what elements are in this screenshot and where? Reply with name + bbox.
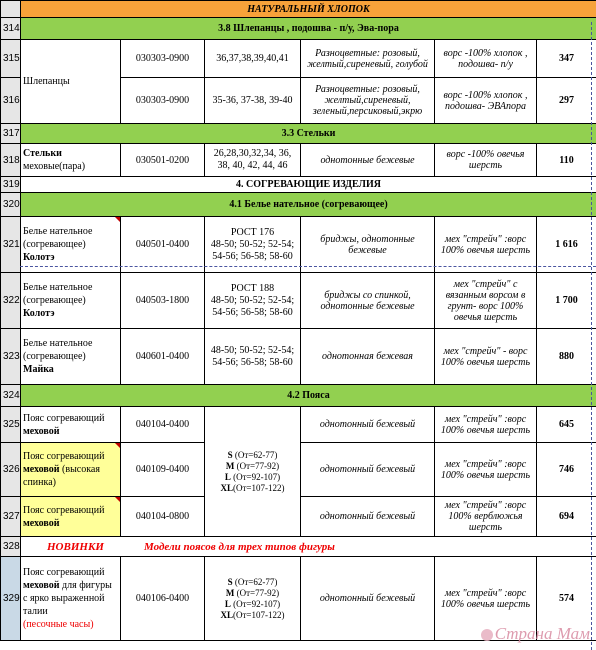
section-title[interactable]: 3.8 Шлепанцы , подошва - п/у, Эва-пора	[21, 18, 596, 40]
section-title[interactable]: НАТУРАЛЬНЫЙ ХЛОПОК	[21, 1, 596, 18]
page-break-line	[20, 266, 596, 267]
product-name-text: Белье нательное (согревающее)	[23, 282, 93, 306]
table-row	[1, 144, 596, 177]
section-title[interactable]: 4. СОГРЕВАЮЩИЕ ИЗДЕЛИЯ	[21, 177, 596, 193]
description[interactable]: Разноцветные: розовый, желтый,сиреневый, голубой	[301, 40, 435, 78]
product-code[interactable]: 040104-0800	[121, 497, 205, 537]
belt-size-l	[207, 599, 298, 610]
table-row	[1, 537, 596, 557]
description[interactable]: однотонная бежевая	[301, 329, 435, 385]
product-name-text: Белье нательное (согревающее)	[23, 338, 93, 362]
price[interactable]: 110	[537, 144, 596, 177]
size-range: (От=77-92)	[236, 587, 280, 598]
belt-size-xl	[207, 483, 298, 494]
height-label: РОСТ 176	[230, 226, 275, 238]
description[interactable]: бриджы со спинкой, однотонные бежевые	[301, 273, 435, 329]
material[interactable]: мех "стрейч" :ворс 100% овечья шерсть	[435, 557, 537, 641]
product-name[interactable]	[21, 497, 121, 537]
product-code[interactable]: 030501-0200	[121, 144, 205, 177]
table-row	[1, 177, 596, 193]
product-name-text: Пояс согревающий	[23, 451, 105, 462]
product-name-rest: (высокая спинка)	[23, 464, 100, 488]
product-name[interactable]	[21, 443, 121, 497]
material[interactable]: ворс -100% овечья шерсть	[435, 144, 537, 177]
table-row	[1, 329, 596, 385]
material[interactable]: мех "стрейч" :ворс 100% овечья шерсть	[435, 407, 537, 443]
belt-size-xl	[207, 610, 298, 621]
product-code[interactable]: 040501-0400	[121, 217, 205, 273]
watermark	[481, 624, 590, 644]
page-break-line	[591, 22, 592, 650]
product-name-rest: меховые(пара)	[23, 161, 86, 172]
material[interactable]: ворс -100% хлопок , подошва- п/у	[435, 40, 537, 78]
product-name-bold: меховой	[23, 464, 60, 475]
size-code: S	[227, 576, 233, 587]
product-name-bold: Стельки	[23, 148, 62, 159]
description[interactable]: бриджы, однотонные бежевые	[301, 217, 435, 273]
size-code: L	[224, 471, 231, 482]
row-number[interactable]	[1, 1, 21, 18]
sizes[interactable]: 48-50; 50-52; 52-54; 54-56; 56-58; 58-60	[205, 329, 301, 385]
new-items-label: НОВИНКИ	[47, 540, 104, 553]
size-range: (От=62-77)	[234, 576, 278, 587]
product-code[interactable]: 040104-0400	[121, 407, 205, 443]
price[interactable]: 1 700	[537, 273, 596, 329]
product-name-text: Пояс согревающий	[23, 567, 105, 578]
height-label: РОСТ 188	[230, 282, 275, 294]
material[interactable]: мех "стрейч" :ворс 100% овечья шерсть	[435, 217, 537, 273]
row-number[interactable]: 324	[1, 385, 21, 407]
size-range: (От=92-107)	[233, 471, 281, 482]
product-name-bold: меховой	[23, 517, 60, 529]
belt-size-s	[207, 577, 298, 588]
price[interactable]: 574	[537, 557, 596, 641]
new-items-banner[interactable]	[21, 537, 596, 557]
description[interactable]: однотонный бежевый	[301, 557, 435, 641]
product-name[interactable]	[21, 217, 121, 273]
row-number[interactable]: 326	[1, 443, 21, 497]
sizes[interactable]: 26,28,30,32,34, 36, 38, 40, 42, 44, 46	[205, 144, 301, 177]
product-name-text: Пояс согревающий	[23, 412, 105, 424]
row-number[interactable]: 317	[1, 124, 21, 144]
product-code[interactable]: 040503-1800	[121, 273, 205, 329]
belt-size-l	[207, 472, 298, 483]
belt-size-m	[207, 588, 298, 599]
row-number[interactable]: 319	[1, 177, 21, 193]
size-code: S	[227, 449, 233, 460]
new-items-text: Модели поясов для трех типов фигуры	[143, 540, 335, 553]
table-row	[1, 40, 596, 78]
size-range: (От=77-92)	[236, 460, 280, 471]
price[interactable]: 1 616	[537, 217, 596, 273]
sizes[interactable]	[205, 273, 301, 329]
price[interactable]: 645	[537, 407, 596, 443]
product-name[interactable]	[21, 557, 121, 641]
section-title[interactable]: 4.2 Пояса	[21, 385, 596, 407]
product-name[interactable]	[21, 144, 121, 177]
product-name[interactable]: Шлепанцы	[21, 40, 121, 124]
table-row	[1, 193, 596, 217]
product-name-bold: меховой	[23, 425, 60, 437]
product-name-bold: Колотэ	[23, 308, 55, 319]
product-name-bold: Майка	[23, 364, 54, 375]
belt-sizes[interactable]	[205, 407, 301, 537]
size-code: XL	[220, 609, 233, 620]
row-number[interactable]: 320	[1, 193, 21, 217]
row-number[interactable]: 322	[1, 273, 21, 329]
product-code[interactable]: 030303-0900	[121, 78, 205, 124]
product-code[interactable]: 040106-0400	[121, 557, 205, 641]
row-header-title	[1, 1, 596, 18]
table-row	[1, 273, 596, 329]
material[interactable]: мех "стрейч" :ворс 100% верблюжья шерсть	[435, 497, 537, 537]
size-range: (От=107-122)	[233, 482, 285, 493]
product-name-bold: меховой	[23, 580, 60, 591]
product-name-text: Белье нательное (согревающее)	[23, 226, 93, 250]
size-code: M	[225, 587, 235, 598]
row-number[interactable]: 329	[1, 557, 21, 641]
table-row	[1, 407, 596, 443]
belt-size-s	[207, 450, 298, 461]
size-code: M	[225, 460, 235, 471]
description[interactable]: Разноцветные: розовый, желтый,сиреневый, зеленый,персиковый,экрю	[301, 78, 435, 124]
row-number[interactable]: 316	[1, 78, 21, 124]
watermark-text: Страна Мам	[494, 624, 590, 643]
price[interactable]: 347	[537, 40, 596, 78]
size-range: (От=92-107)	[233, 598, 281, 609]
figure-type-label: (песочные часы)	[23, 619, 94, 630]
row-number[interactable]: 314	[1, 18, 21, 40]
description[interactable]: однотонный бежевый	[301, 443, 435, 497]
description[interactable]: однотонный бежевый	[301, 497, 435, 537]
section-title[interactable]: 4.1 Белье нательное (согревающее)	[21, 193, 596, 217]
product-name[interactable]	[21, 329, 121, 385]
row-number[interactable]: 323	[1, 329, 21, 385]
material[interactable]: мех "стрейч" с вязанным ворсом в грунт- ворс 100% овечья шерсть	[435, 273, 537, 329]
price[interactable]: 297	[537, 78, 596, 124]
watermark-logo-icon	[481, 629, 493, 641]
sizes[interactable]	[205, 217, 301, 273]
price[interactable]: 746	[537, 443, 596, 497]
product-name-text: Пояс согревающий	[23, 504, 105, 516]
row-number[interactable]: 318	[1, 144, 21, 177]
product-name[interactable]	[21, 273, 121, 329]
sizes[interactable]: 36,37,38,39,40,41	[205, 40, 301, 78]
material[interactable]: мех "стрейч" - ворс 100% овечья шерсть	[435, 329, 537, 385]
row-number[interactable]: 327	[1, 497, 21, 537]
table-row	[1, 18, 596, 40]
size-range: (От=62-77)	[234, 449, 278, 460]
product-code[interactable]: 040109-0400	[121, 443, 205, 497]
sizes[interactable]: 35-36, 37-38, 39-40	[205, 78, 301, 124]
material[interactable]: мех "стрейч" :ворс 100% овечья шерсть	[435, 443, 537, 497]
material[interactable]: ворс -100% хлопок , подошва- ЭВАпора	[435, 78, 537, 124]
product-code[interactable]: 040601-0400	[121, 329, 205, 385]
description[interactable]: однотонный бежевый	[301, 407, 435, 443]
product-code[interactable]: 030303-0900	[121, 40, 205, 78]
table-row	[1, 217, 596, 273]
size-range: (От=107-122)	[233, 609, 285, 620]
row-number[interactable]: 325	[1, 407, 21, 443]
row-number[interactable]: 328	[1, 537, 21, 557]
table-row	[1, 385, 596, 407]
product-name-rest: для фигуры с ярко выраженной талии	[23, 580, 112, 617]
row-number[interactable]: 321	[1, 217, 21, 273]
product-name[interactable]	[21, 407, 121, 443]
description[interactable]: однотонные бежевые	[301, 144, 435, 177]
price[interactable]: 880	[537, 329, 596, 385]
table-row	[1, 124, 596, 144]
section-title[interactable]: 3.3 Стельки	[21, 124, 596, 144]
price[interactable]: 694	[537, 497, 596, 537]
belt-size-m	[207, 461, 298, 472]
size-code: L	[224, 598, 231, 609]
product-name-bold: Колотэ	[23, 252, 55, 263]
sizes-text: 48-50; 50-52; 52-54; 54-56; 56-58; 58-60	[210, 238, 295, 262]
belt-sizes[interactable]	[205, 557, 301, 641]
sizes-text: 48-50; 50-52; 52-54; 54-56; 56-58; 58-60	[210, 294, 295, 318]
row-number[interactable]: 315	[1, 40, 21, 78]
size-code: XL	[220, 482, 233, 493]
